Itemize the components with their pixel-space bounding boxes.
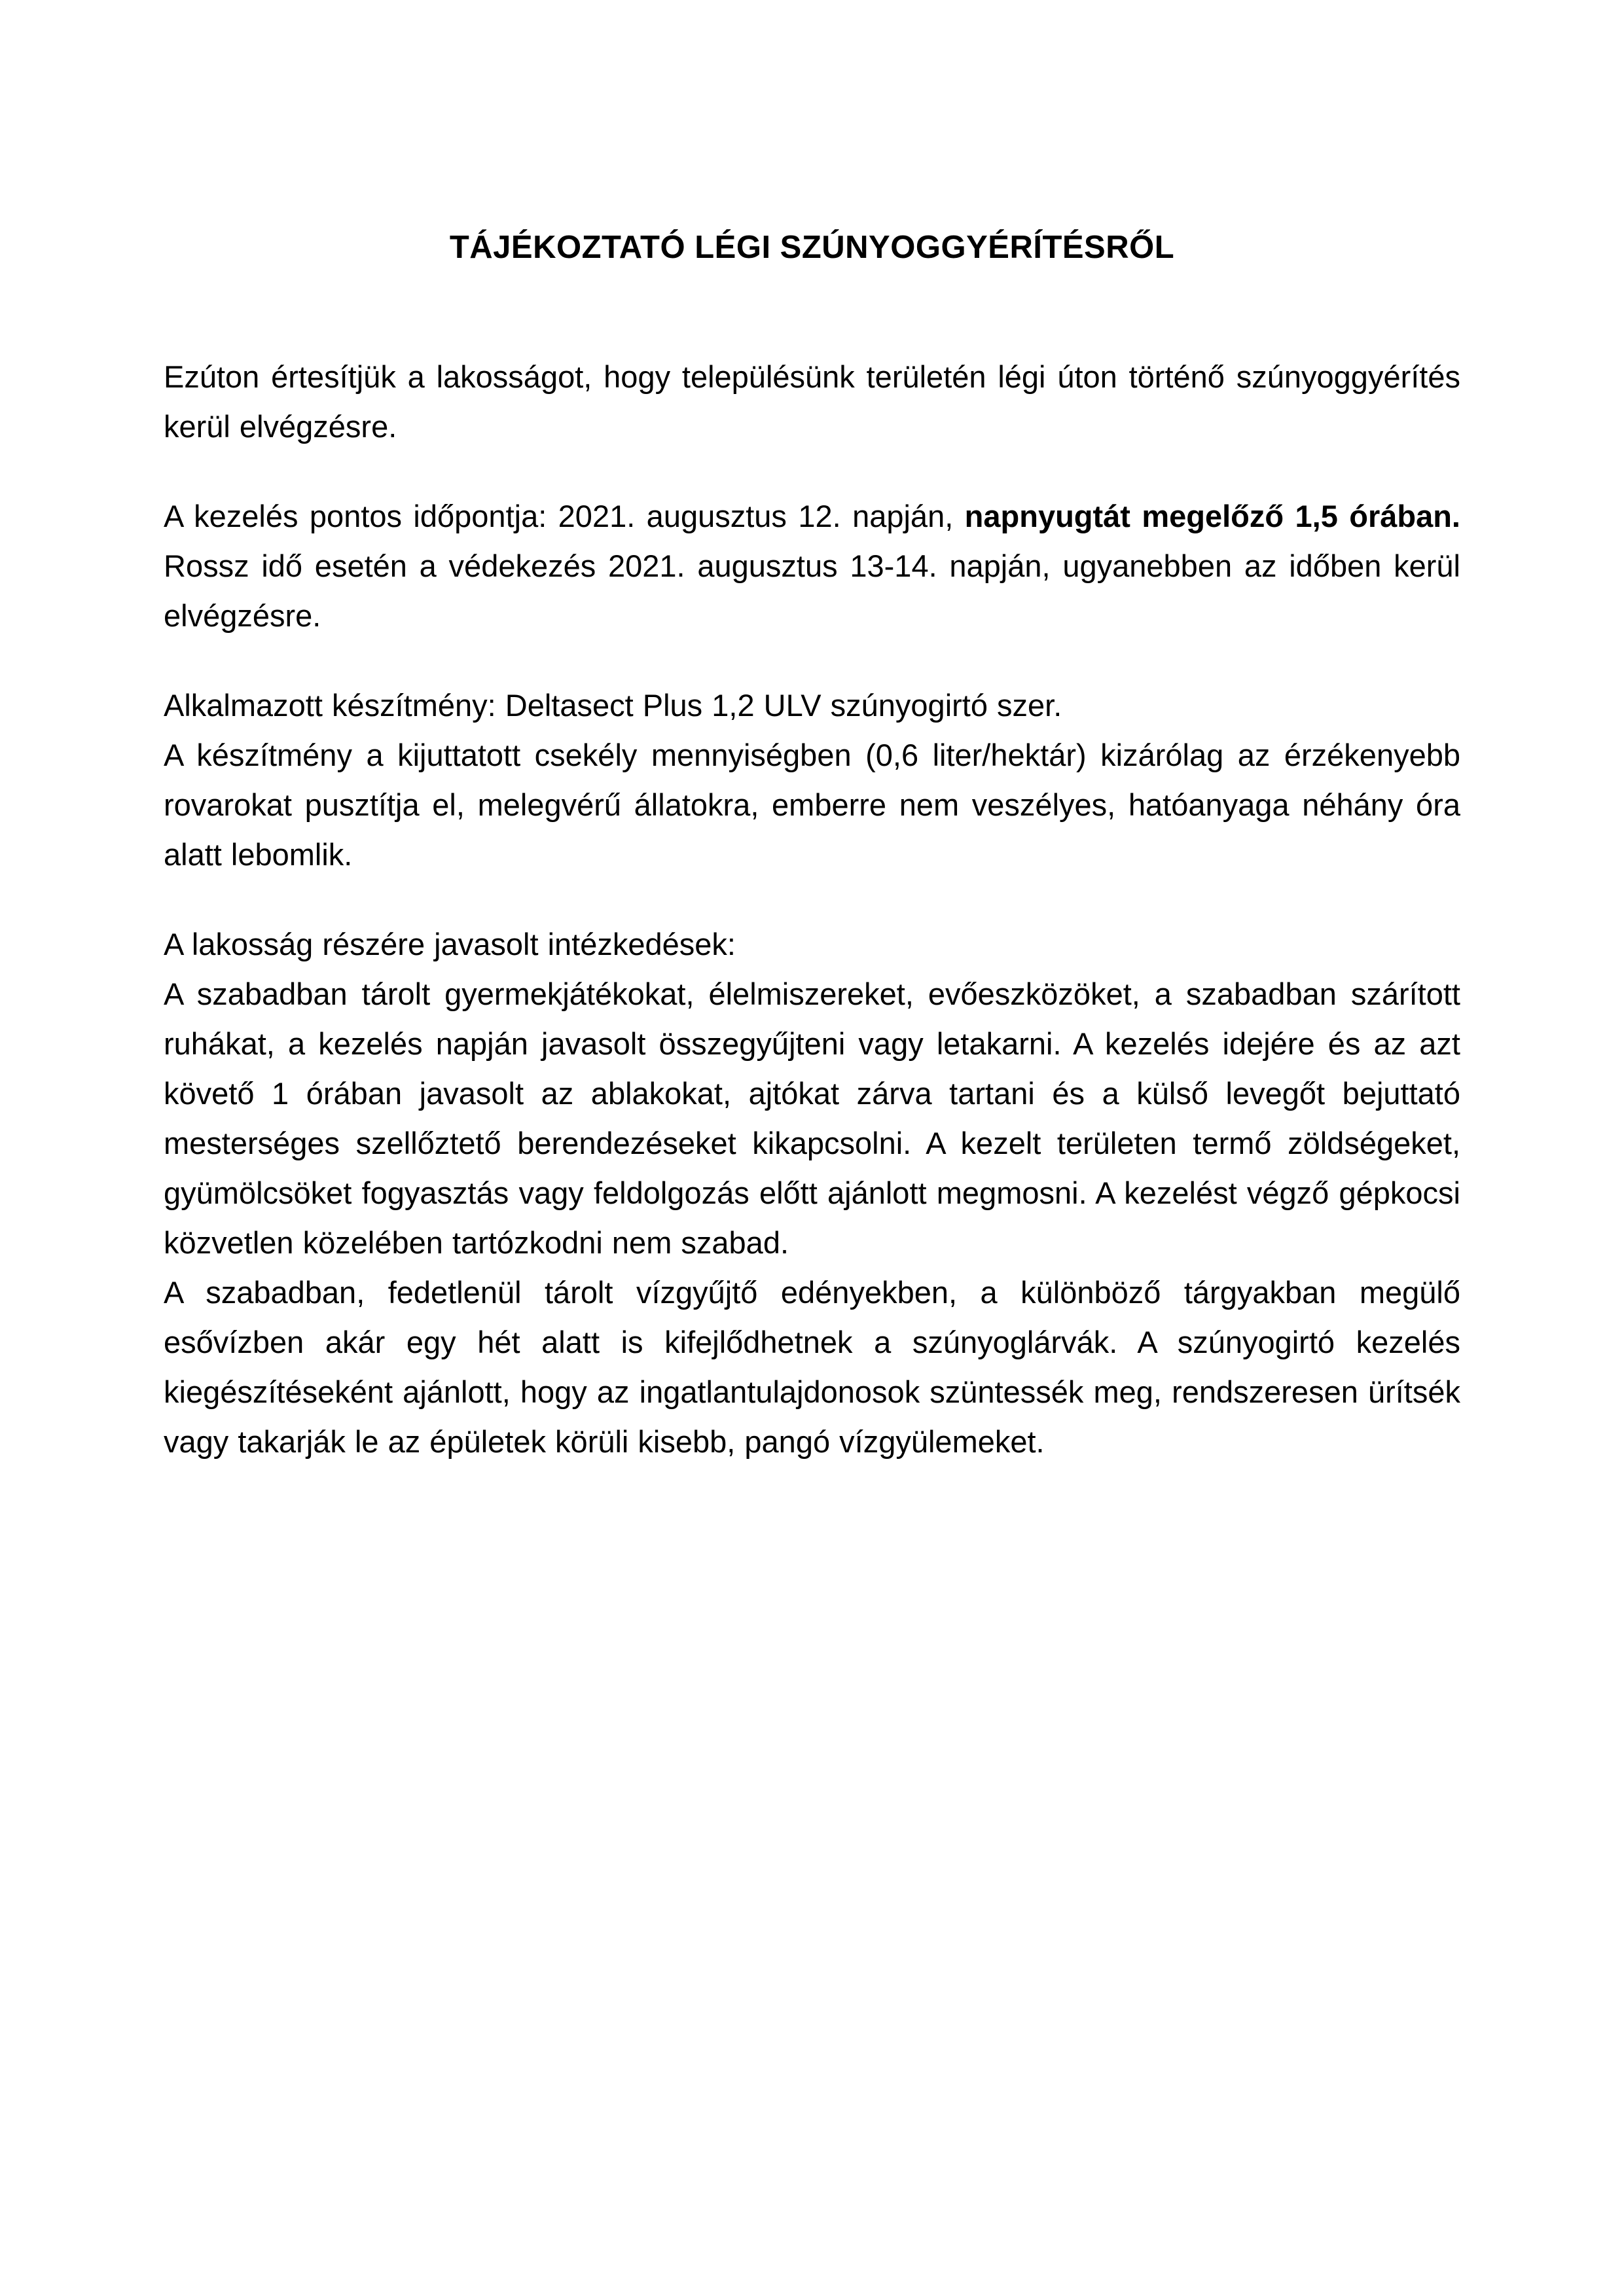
text-block <box>164 492 1460 641</box>
text-run: A szabadban tárolt gyermekjátékokat, élelmiszereket, evőeszközöket, a szabadban szárított ruhákat, a kezelés napján javasolt összegyűjteni vagy letakarni. A kezelés idejére és az azt követő 1 órában javasolt az ablakokat, ajtókat zárva tartani és a külső levegőt bejuttató mesterséges szellőztető berendezéseket kikapcsolni. A kezelt területen termő zöldségeket, gyümölcsöket fogyasztás vagy feldolgozás előtt ajánlott megmosni. A kezelést végző gépkocsi közvetlen közelében tartózkodni nem szabad. <box>164 977 1460 1260</box>
paragraph <box>164 681 1460 730</box>
text-run: A kezelés pontos időpontja: 2021. augusztus 12. napján, <box>164 499 965 533</box>
text-run: Ezúton értesítjük a lakosságot, hogy településünk területén légi úton történő szúnyoggyérítés kerül elvégzésre. <box>164 359 1460 444</box>
document-body <box>164 352 1460 1467</box>
text-run: A lakosság részére javasolt intézkedések: <box>164 927 736 961</box>
paragraph <box>164 730 1460 880</box>
paragraph <box>164 920 1460 969</box>
bold-text-run: napnyugtát megelőző 1,5 órában. <box>964 499 1460 533</box>
text-run: Alkalmazott készítmény: Deltasect Plus 1,2 ULV szúnyogirtó szer. <box>164 688 1062 723</box>
document-title: TÁJÉKOZTATÓ LÉGI SZÚNYOGGYÉRÍTÉSRŐL <box>449 230 1175 265</box>
paragraph <box>164 352 1460 452</box>
text-run: Rossz idő esetén a védekezés 2021. augusztus 13-14. napján, ugyanebben az időben kerül elvégzésre. <box>164 548 1460 633</box>
paragraph <box>164 1268 1460 1467</box>
text-run: A szabadban, fedetlenül tárolt vízgyűjtő edényekben, a különböző tárgyakban megülő esővízben akár egy hét alatt is kifejlődhetnek a szúnyoglárvák. A szúnyogirtó kezelés kiegészítéseként ajánlott, hogy az ingatlantulajdonosok szüntessék meg, rendszeresen ürítsék vagy takarják le az épületek körüli kisebb, pangó vízgyülemeket. <box>164 1275 1460 1459</box>
paragraph <box>164 492 1460 641</box>
text-run: A készítmény a kijuttatott csekély mennyiségben (0,6 liter/hektár) kizárólag az érzékenyebb rovarokat pusztítja el, melegvérű állatokra, emberre nem veszélyes, hatóanyaga néhány óra alatt lebomlik. <box>164 738 1460 872</box>
text-block <box>164 681 1460 880</box>
paragraph <box>164 969 1460 1268</box>
text-block <box>164 352 1460 452</box>
text-block <box>164 920 1460 1467</box>
